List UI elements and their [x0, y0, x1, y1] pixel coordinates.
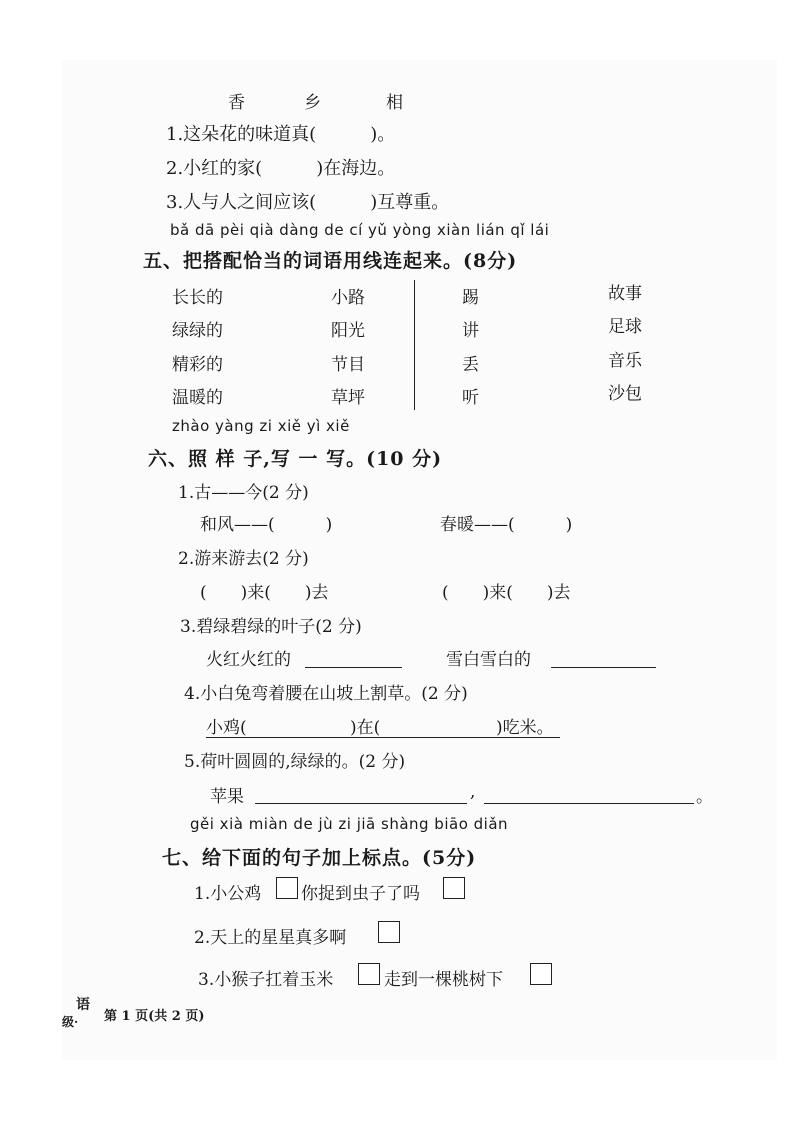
s6-q2-answer-b: ( )来( )去 [442, 583, 571, 603]
s6-q1-answer-b: 春暖——( ) [440, 515, 573, 535]
s6-q2-title: 2.游来游去(2 分) [178, 549, 309, 569]
s6-q4-part-c: )吃米。 [496, 718, 554, 738]
match-left-1: 长长的 [172, 288, 223, 308]
match-object-3: 音乐 [608, 351, 642, 371]
s6-q3-blank-a[interactable] [305, 667, 402, 668]
s7-q3-answer-box-1[interactable] [358, 963, 380, 985]
s6-q1-answer-a: 和风——( ) [200, 515, 333, 535]
heading-section-7: 七、给下面的句子加上标点。(5分) [162, 847, 477, 869]
pinyin-section-6: zhào yàng zi xiě yì xiě [172, 417, 350, 435]
option-xiang-fragrant: 香 [228, 93, 245, 113]
option-xiang-village: 乡 [304, 93, 321, 113]
s7-q2-answer-box[interactable] [378, 921, 400, 943]
s7-q3-part-b: 走到一棵桃树下 [384, 970, 503, 990]
s7-q3-answer-box-2[interactable] [530, 963, 552, 985]
s6-q3-prompt-a: 火红火红的 [206, 650, 291, 670]
s7-q2-sentence: 2.天上的星星真多啊 [194, 928, 347, 948]
pinyin-section-5: bǎ dā pèi qià dàng de cí yǔ yòng xiàn lián qǐ lái [170, 221, 550, 239]
footer-page-number: 第 1 页(共 2 页) [104, 1009, 205, 1024]
s6-q5-title: 5.荷叶圆圆的,绿绿的。(2 分) [184, 752, 406, 772]
s6-q4-title: 4.小白兔弯着腰在山坡上割草。(2 分) [184, 684, 468, 704]
match-object-2: 足球 [608, 317, 642, 337]
s6-q3-prompt-b: 雪白雪白的 [446, 650, 531, 670]
match-object-4: 沙包 [608, 384, 642, 404]
s7-q1-answer-box-2[interactable] [443, 877, 465, 899]
q4-item-2: 2.小红的家( )在海边。 [166, 158, 396, 179]
s6-q4-part-b: )在( [350, 718, 381, 738]
s6-q1-title: 1.古——今(2 分) [178, 483, 309, 503]
match-object-1: 故事 [608, 284, 642, 304]
match-left-4: 温暖的 [172, 388, 223, 408]
heading-section-5: 五、把搭配恰当的词语用线连起来。(8分) [143, 250, 518, 272]
match-divider [414, 280, 415, 410]
s6-q5-blank-b[interactable] [484, 803, 694, 804]
match-left-2: 绿绿的 [172, 321, 223, 341]
match-noun-1: 小路 [331, 288, 365, 308]
q4-item-1: 1.这朵花的味道真( )。 [166, 124, 396, 145]
s7-q3-part-a: 3.小猴子扛着玉米 [198, 970, 334, 990]
s6-q5-period: 。 [696, 787, 713, 807]
s6-q5-blank-a[interactable] [255, 803, 467, 804]
s7-q1-part-a: 1.小公鸡 [194, 884, 262, 904]
pinyin-section-7: gěi xià miàn de jù zi jiā shàng biāo diǎn [190, 815, 509, 833]
match-noun-4: 草坪 [331, 388, 365, 408]
s6-q3-title: 3.碧绿碧绿的叶子(2 分) [180, 617, 362, 637]
s6-q3-blank-b[interactable] [551, 667, 656, 668]
s6-q4-underline [206, 737, 560, 738]
match-verb-4: 听 [462, 388, 479, 408]
heading-section-6: 六、照 样 子,写 一 写。(10 分) [148, 448, 443, 470]
match-verb-2: 讲 [462, 321, 479, 341]
footer-side-bottom: 级· [62, 1015, 79, 1029]
match-left-3: 精彩的 [172, 355, 223, 375]
s7-q1-answer-box-1[interactable] [276, 877, 298, 899]
match-verb-1: 踢 [462, 288, 479, 308]
match-noun-2: 阳光 [331, 321, 365, 341]
q4-item-3: 3.人与人之间应该( )互尊重。 [166, 192, 450, 213]
s6-q2-answer-a: ( )来( )去 [200, 583, 329, 603]
s6-q5-comma: , [470, 782, 476, 802]
s7-q1-part-b: 你捉到虫子了吗 [301, 884, 420, 904]
match-noun-3: 节目 [331, 355, 365, 375]
footer-side-top: 语 [76, 997, 90, 1013]
match-verb-3: 丢 [462, 355, 479, 375]
s6-q5-prompt: 苹果 [210, 787, 244, 807]
option-xiang-mutual: 相 [386, 93, 403, 113]
s6-q4-part-a: 小鸡( [206, 718, 247, 738]
